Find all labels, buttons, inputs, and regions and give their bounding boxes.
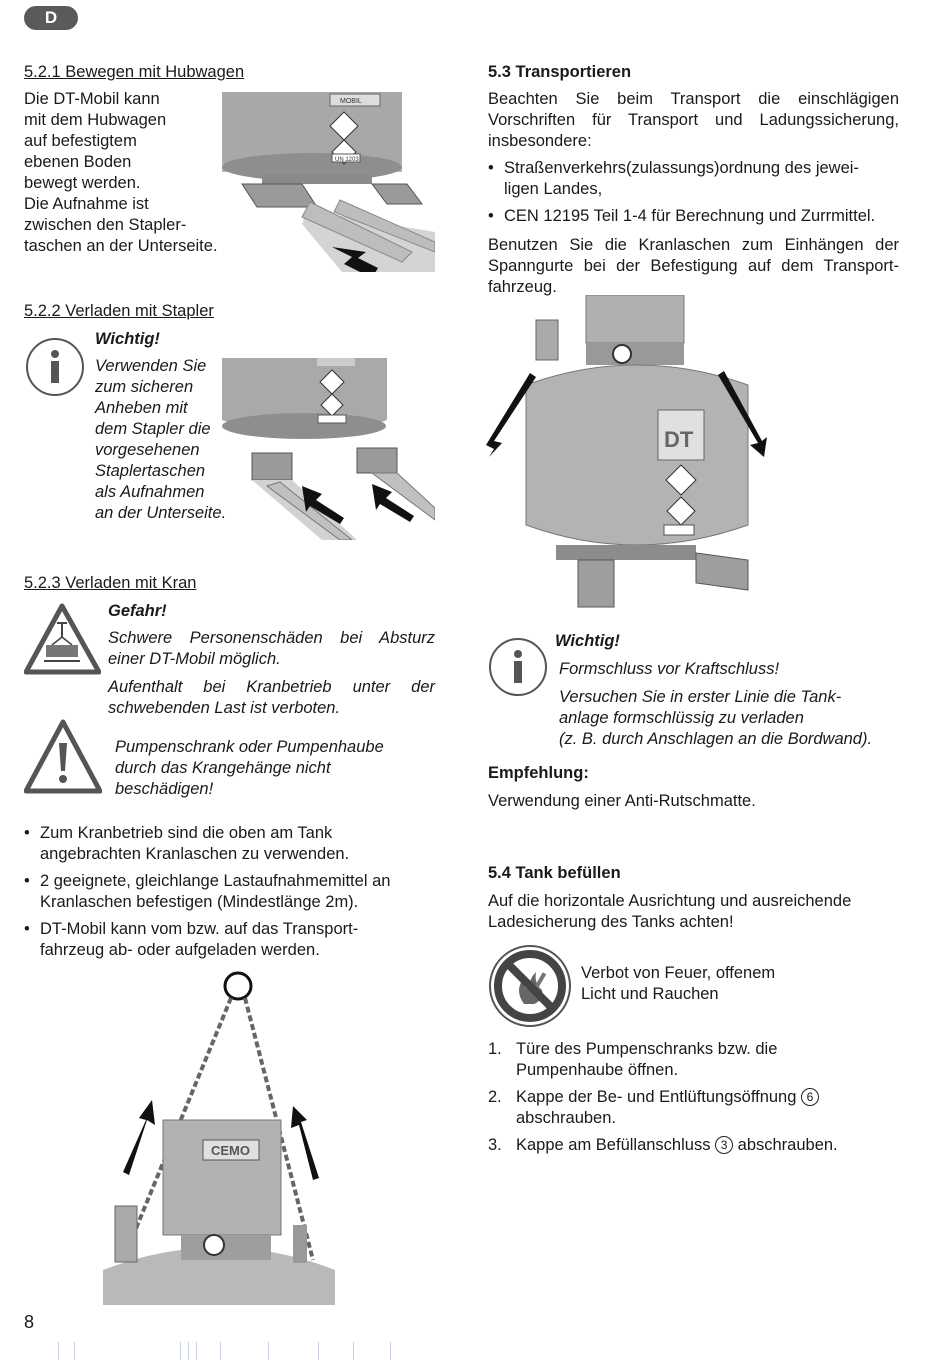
text-line: Pumpenschrank oder Pumpenhaube (115, 738, 384, 756)
list-item: • CEN 12195 Teil 1-4 für Berechnung und Zurrmittel. (488, 206, 902, 227)
info-icon (25, 337, 85, 397)
text-line: dem Stapler die (95, 420, 211, 438)
text-line: Verbot von Feuer, offenem (581, 964, 776, 982)
danger-text-2: Aufenthalt bei Kranbetrieb unter der schwebenden Last ist verboten. (108, 678, 435, 717)
section-5-2-3-heading: 5.2.3 Verladen mit Kran (24, 574, 197, 592)
transport-crane-straps-text: Benutzen Sie die Kranlaschen zum Einhängen der Spanngurte bei der Befestigung auf dem Transport-fahrzeug. (488, 236, 899, 296)
text-line: vorgesehenen (95, 441, 200, 459)
transport-bullet-list (488, 158, 902, 233)
note-text (95, 356, 235, 524)
danger-title: Gefahr! (108, 602, 167, 620)
recommendation-title: Empfehlung: (488, 764, 589, 782)
text-line: (z. B. durch Anschlagen an die Bordwand). (559, 730, 873, 748)
tank-transport-image (486, 295, 768, 615)
text-line: Anheben mit (95, 399, 188, 417)
reference-number-badge: 3 (715, 1136, 733, 1154)
tank-label-dt: DT (664, 427, 694, 452)
section-5-2-1-heading: 5.2.1 Bewegen mit Hubwagen (24, 63, 245, 81)
list-item: • 2 geeignete, gleichlange Lastaufnahmemittel an Kranlaschen befestigen (Mindestlänge 2m). (24, 871, 444, 913)
list-item: 1. Türe des Pumpenschranks bzw. die Pumpenhaube öffnen. (488, 1040, 778, 1079)
text-line: beschädigen! (115, 780, 214, 798)
text-line: zwischen den Stapler- (24, 216, 187, 234)
filling-intro (488, 891, 902, 933)
warn-text (115, 737, 435, 800)
recommendation-text: Verwendung einer Anti-Rutschmatte. (488, 792, 756, 810)
tank-label-un: UN 1203 (335, 157, 359, 163)
text-line: Versuchen Sie in erster Linie die Tank- (559, 688, 842, 706)
footer-mark (196, 1342, 197, 1360)
section-5-2-2-heading: 5.2.2 Verladen mit Stapler (24, 302, 214, 320)
forklift-tank-image (222, 358, 435, 540)
list-item: • Straßenverkehrs(zulassungs)ordnung des jewei- ligen Landes, (488, 158, 902, 200)
step-number: 2. (488, 1088, 502, 1106)
note-text-1: Formschluss vor Kraftschluss! (559, 660, 780, 678)
filling-steps-list (488, 1039, 902, 1162)
section-5-2-1-text (24, 89, 234, 257)
footer-mark (268, 1342, 269, 1360)
text-line: Staplertaschen (95, 462, 206, 480)
list-item: 2. Kappe der Be- und Entlüftungsöffnung 6 abschrauben. (488, 1087, 902, 1129)
text-line: Verwenden Sie (95, 357, 207, 375)
text-line: zum sicheren (95, 378, 194, 396)
text-line: mit dem Hubwagen (24, 111, 167, 129)
text-line: an der Unterseite. (95, 504, 227, 522)
text-line: auf befestigtem (24, 132, 137, 150)
reference-number-badge: 6 (801, 1088, 819, 1106)
text-line: Die Aufnahme ist (24, 195, 149, 213)
danger-text-1: Schwere Personenschäden bei Absturz einer DT-Mobil möglich. (108, 629, 435, 668)
text-line: Auf die horizontale Ausrichtung und ausreichende (488, 892, 852, 910)
crane-bullet-list (24, 823, 444, 967)
step-number: 3. (488, 1136, 502, 1154)
footer-mark (58, 1342, 59, 1360)
footer-mark (318, 1342, 319, 1360)
footer-mark (188, 1342, 189, 1360)
text-line: taschen an der Unterseite. (24, 237, 218, 255)
no-fire-icon (488, 944, 572, 1028)
text-line: durch das Krangehänge nicht (115, 759, 331, 777)
cemo-brand-label: CEMO (211, 1143, 250, 1158)
section-5-4-heading: 5.4 Tank befüllen (488, 864, 621, 882)
transport-intro: Beachten Sie beim Transport die einschlägigen Vorschriften für Transport und Ladungssicherung, insbesondere: (488, 90, 899, 150)
note-title: Wichtig! (555, 632, 620, 650)
crane-lift-image (103, 970, 335, 1305)
footer-mark (180, 1342, 181, 1360)
suspended-load-warning-icon (24, 603, 101, 675)
text-line: Die DT-Mobil kann (24, 90, 160, 108)
text-line: bewegt werden. (24, 174, 141, 192)
list-item: • DT-Mobil kann vom bzw. auf das Transport- fahrzeug ab- oder aufgeladen werden. (24, 919, 444, 961)
footer-mark (353, 1342, 354, 1360)
note-text-2 (559, 687, 904, 750)
footer-mark (220, 1342, 221, 1360)
text-line: als Aufnahmen (95, 483, 205, 501)
footer-mark (74, 1342, 75, 1360)
text-line: Licht und Rauchen (581, 985, 719, 1003)
footer-mark (390, 1342, 391, 1360)
fire-ban-text (581, 963, 775, 1005)
tank-label-mobil: MOBIL (340, 98, 362, 105)
pallet-truck-tank-image (222, 92, 435, 272)
section-5-3-heading: 5.3 Transportieren (488, 63, 632, 81)
note-title: Wichtig! (95, 330, 160, 348)
info-icon (488, 637, 548, 697)
page-number: 8 (24, 1312, 35, 1332)
text-line: anlage formschlüssig zu verladen (559, 709, 804, 727)
list-item: • Zum Kranbetrieb sind die oben am Tank angebrachten Kranlaschen zu verwenden. (24, 823, 444, 865)
step-number: 1. (488, 1040, 502, 1058)
language-badge: D (24, 6, 78, 30)
list-item: 3. Kappe am Befüllanschluss 3 abschrauben. (488, 1136, 838, 1154)
warning-exclamation-icon (24, 719, 102, 794)
text-line: Ladesicherung des Tanks achten! (488, 913, 734, 931)
text-line: ebenen Boden (24, 153, 132, 171)
